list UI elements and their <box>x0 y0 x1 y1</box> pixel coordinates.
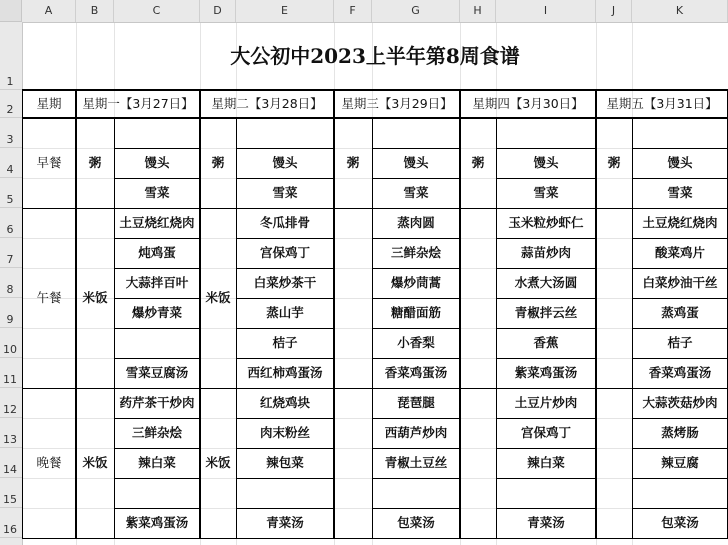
table-border <box>496 148 596 149</box>
table-border <box>114 238 200 239</box>
table-border <box>75 90 77 538</box>
dish-lunch-fri[interactable]: 白菜炒油干丝 <box>642 275 718 290</box>
table-border <box>632 178 728 179</box>
row-header-11[interactable] <box>0 358 22 388</box>
dish-dinner-thu[interactable]: 土豆片炒肉 <box>514 395 578 410</box>
table-border <box>22 208 728 209</box>
table-border <box>372 148 460 149</box>
dish-breakfast-tue[interactable]: 雪菜 <box>272 185 298 200</box>
header-weekday[interactable]: 星期 <box>36 96 62 111</box>
dish-lunch-mon[interactable]: 雪菜豆腐汤 <box>125 365 189 380</box>
dish-dinner-thu[interactable]: 宫保鸡丁 <box>520 425 571 440</box>
column-header-k[interactable]: K <box>632 0 728 22</box>
row-number: 4 <box>6 163 14 176</box>
row-number: 6 <box>6 223 14 236</box>
table-border <box>632 328 728 329</box>
dish-breakfast-mon[interactable]: 雪菜 <box>144 185 170 200</box>
dish-dinner-mon[interactable]: 药芹茶干炒肉 <box>119 395 195 410</box>
table-border <box>22 538 728 539</box>
header-mon[interactable]: 星期一【3月27日】 <box>82 96 194 111</box>
row-header-12[interactable] <box>0 388 22 418</box>
row-number: 8 <box>6 283 14 296</box>
dish-dinner-tue[interactable]: 辣包菜 <box>266 455 304 470</box>
table-border <box>372 358 460 359</box>
dish-lunch-wed[interactable]: 蒸肉圆 <box>397 215 435 230</box>
dish-dinner-tue[interactable]: 青菜汤 <box>266 515 304 530</box>
dish-breakfast-tue[interactable] <box>236 118 334 148</box>
table-border <box>236 448 334 449</box>
dish-lunch-fri[interactable]: 土豆烧红烧肉 <box>642 215 718 230</box>
staple-rice-lunch-mon[interactable]: 米饭 <box>82 290 108 305</box>
row-number: 7 <box>6 253 14 266</box>
header-thu[interactable]: 星期四【3月30日】 <box>472 96 584 111</box>
staple-porridge-fri[interactable]: 粥 <box>607 155 621 170</box>
dish-lunch-thu[interactable]: 玉米粒炒虾仁 <box>508 215 584 230</box>
row-header-9[interactable] <box>0 298 22 328</box>
table-border <box>632 148 728 149</box>
table-border <box>114 508 200 509</box>
column-header-d[interactable]: D <box>200 0 236 22</box>
table-border <box>236 328 334 329</box>
dish-lunch-thu[interactable]: 紫菜鸡蛋汤 <box>514 365 578 380</box>
row-number: 11 <box>3 373 17 386</box>
staple-rice-lunch-tue[interactable]: 米饭 <box>205 290 231 305</box>
table-border <box>114 298 200 299</box>
dish-dinner-fri[interactable]: 大蒜茨菇炒肉 <box>642 395 718 410</box>
table-border <box>632 238 728 239</box>
table-border <box>459 90 461 538</box>
dish-lunch-tue[interactable]: 白菜炒茶干 <box>253 275 317 290</box>
table-border <box>372 508 460 509</box>
row-header-3[interactable] <box>0 118 22 148</box>
table-border <box>372 178 460 179</box>
row-number: 1 <box>6 75 14 88</box>
row-number: 2 <box>6 103 14 116</box>
table-border <box>236 268 334 269</box>
staple-porridge-thu[interactable]: 粥 <box>471 155 485 170</box>
dish-dinner-fri[interactable] <box>632 478 728 508</box>
table-border <box>632 478 728 479</box>
dish-lunch-wed[interactable]: 三鲜杂烩 <box>390 245 441 260</box>
row-number: 15 <box>3 493 17 506</box>
table-border <box>114 148 200 149</box>
dish-lunch-thu[interactable]: 水煮大汤圆 <box>514 275 578 290</box>
table-border <box>372 418 460 419</box>
select-all-corner[interactable] <box>0 0 22 22</box>
table-border <box>496 238 596 239</box>
dish-dinner-mon[interactable] <box>114 478 200 508</box>
table-border <box>236 358 334 359</box>
staple-rice-dinner-tue[interactable]: 米饭 <box>205 455 231 470</box>
dish-dinner-fri[interactable]: 辣豆腐 <box>661 455 699 470</box>
dish-breakfast-fri[interactable]: 馒头 <box>667 155 693 170</box>
table-border <box>114 178 200 179</box>
table-border <box>114 328 200 329</box>
table-border <box>114 268 200 269</box>
table-border <box>22 89 728 91</box>
table-border <box>236 238 334 239</box>
dish-lunch-mon[interactable]: 爆炒青菜 <box>131 305 182 320</box>
dish-lunch-thu[interactable]: 蒜苗炒肉 <box>520 245 571 260</box>
dish-lunch-tue[interactable]: 冬瓜排骨 <box>259 215 310 230</box>
table-border <box>114 358 200 359</box>
table-border <box>496 328 596 329</box>
table-border <box>372 238 460 239</box>
row-header-5[interactable] <box>0 178 22 208</box>
dish-lunch-wed[interactable]: 香菜鸡蛋汤 <box>384 365 448 380</box>
table-border <box>632 268 728 269</box>
dish-breakfast-fri[interactable] <box>632 118 728 148</box>
dish-lunch-thu[interactable]: 香蕉 <box>533 335 559 350</box>
table-border <box>372 298 460 299</box>
meal-label-lunch[interactable]: 午餐 <box>36 290 62 305</box>
meal-label-breakfast[interactable]: 早餐 <box>36 155 62 170</box>
header-fri[interactable]: 星期五【3月31日】 <box>606 96 718 111</box>
table-border <box>632 118 633 538</box>
dish-breakfast-mon[interactable] <box>114 118 200 148</box>
row-number: 16 <box>3 523 17 536</box>
dish-dinner-wed[interactable]: 西葫芦炒肉 <box>384 425 448 440</box>
meal-label-dinner[interactable]: 晚餐 <box>36 455 62 470</box>
table-border <box>236 118 237 538</box>
dish-lunch-mon[interactable]: 炖鸡蛋 <box>138 245 176 260</box>
table-border <box>236 298 334 299</box>
column-header-b[interactable]: B <box>76 0 114 22</box>
table-border <box>372 478 460 479</box>
dish-lunch-mon[interactable]: 土豆烧红烧肉 <box>119 215 195 230</box>
row-header-1[interactable] <box>0 22 22 90</box>
row-number: 13 <box>3 433 17 446</box>
table-border <box>372 118 373 538</box>
dish-breakfast-thu[interactable] <box>496 118 596 148</box>
table-border <box>199 90 201 538</box>
dish-lunch-fri[interactable]: 香菜鸡蛋汤 <box>648 365 712 380</box>
dish-lunch-mon[interactable]: 大蒜拌百叶 <box>125 275 189 290</box>
dish-dinner-mon[interactable]: 辣白菜 <box>138 455 176 470</box>
staple-rice-dinner-mon[interactable]: 米饭 <box>82 455 108 470</box>
dish-lunch-thu[interactable]: 青椒拌云丝 <box>514 305 578 320</box>
dish-breakfast-tue[interactable]: 馒头 <box>272 155 298 170</box>
table-border <box>114 418 200 419</box>
table-border <box>496 478 596 479</box>
row-number: 3 <box>6 133 14 146</box>
dish-dinner-tue[interactable]: 红烧鸡块 <box>259 395 310 410</box>
row-header-7[interactable] <box>0 238 22 268</box>
row-header-13[interactable] <box>0 418 22 448</box>
dish-lunch-wed[interactable]: 小香梨 <box>397 335 435 350</box>
dish-lunch-mon[interactable] <box>114 328 200 358</box>
row-header-14[interactable] <box>0 448 22 478</box>
dish-lunch-wed[interactable]: 爆炒茼蒿 <box>390 275 441 290</box>
dish-dinner-tue[interactable]: 肉末粉丝 <box>259 425 310 440</box>
dish-breakfast-thu[interactable]: 馒头 <box>533 155 559 170</box>
table-border <box>114 118 115 538</box>
dish-dinner-mon[interactable]: 三鲜杂烩 <box>131 425 182 440</box>
table-border <box>333 90 335 538</box>
table-border <box>22 388 728 389</box>
dish-dinner-tue[interactable] <box>236 478 334 508</box>
row-header-4[interactable] <box>0 148 22 178</box>
dish-lunch-tue[interactable]: 蒸山芋 <box>266 305 304 320</box>
table-border <box>496 298 596 299</box>
table-border <box>496 118 497 538</box>
table-border <box>632 298 728 299</box>
column-header-e[interactable]: E <box>236 0 334 22</box>
row-number: 12 <box>3 403 17 416</box>
column-header-g[interactable]: G <box>372 0 460 22</box>
row-header-16[interactable] <box>0 508 22 538</box>
dish-dinner-wed[interactable]: 包菜汤 <box>397 515 435 530</box>
table-border <box>22 90 23 538</box>
row-header-6[interactable] <box>0 208 22 238</box>
dish-lunch-tue[interactable]: 宫保鸡丁 <box>259 245 310 260</box>
table-border <box>595 90 597 538</box>
table-border <box>236 508 334 509</box>
dish-lunch-tue[interactable]: 桔子 <box>272 335 298 350</box>
dish-dinner-wed[interactable] <box>372 478 460 508</box>
table-border <box>236 178 334 179</box>
dish-dinner-fri[interactable]: 包菜汤 <box>661 515 699 530</box>
column-header-c[interactable]: C <box>114 0 200 22</box>
dish-breakfast-thu[interactable]: 雪菜 <box>533 185 559 200</box>
row-header-8[interactable] <box>0 268 22 298</box>
dish-breakfast-mon[interactable]: 馒头 <box>144 155 170 170</box>
table-border <box>372 328 460 329</box>
staple-porridge-wed[interactable]: 粥 <box>346 155 360 170</box>
header-wed[interactable]: 星期三【3月29日】 <box>341 96 453 111</box>
dish-breakfast-wed[interactable]: 雪菜 <box>403 185 429 200</box>
dish-lunch-tue[interactable]: 西红柿鸡蛋汤 <box>247 365 323 380</box>
table-border <box>496 448 596 449</box>
table-border <box>496 178 596 179</box>
dish-dinner-wed[interactable]: 琵琶腿 <box>397 395 435 410</box>
column-header-a[interactable]: A <box>22 0 76 22</box>
dish-breakfast-fri[interactable]: 雪菜 <box>667 185 693 200</box>
row-number: 10 <box>3 343 17 356</box>
row-header-10[interactable] <box>0 328 22 358</box>
staple-porridge-tue[interactable]: 粥 <box>211 155 225 170</box>
dish-dinner-fri[interactable]: 蒸烤肠 <box>661 425 699 440</box>
table-border <box>372 268 460 269</box>
table-border <box>236 478 334 479</box>
table-border <box>496 508 596 509</box>
row-header-15[interactable] <box>0 478 22 508</box>
column-header-i[interactable]: I <box>496 0 596 22</box>
table-border <box>114 448 200 449</box>
table-border <box>22 117 728 119</box>
table-border <box>236 418 334 419</box>
dish-lunch-fri[interactable]: 酸菜鸡片 <box>654 245 705 260</box>
column-header-h[interactable]: H <box>460 0 496 22</box>
row-number: 14 <box>3 463 17 476</box>
dish-lunch-wed[interactable]: 糖醋面筋 <box>390 305 441 320</box>
column-header-j[interactable]: J <box>596 0 632 22</box>
table-border <box>632 508 728 509</box>
row-header-2[interactable] <box>0 90 22 118</box>
dish-dinner-thu[interactable] <box>496 478 596 508</box>
dish-lunch-fri[interactable]: 桔子 <box>667 335 693 350</box>
dish-breakfast-wed[interactable] <box>372 118 460 148</box>
table-border <box>632 358 728 359</box>
table-border <box>236 148 334 149</box>
dish-breakfast-wed[interactable]: 馒头 <box>403 155 429 170</box>
dish-lunch-fri[interactable]: 蒸鸡蛋 <box>661 305 699 320</box>
header-tue[interactable]: 星期二【3月28日】 <box>211 96 323 111</box>
table-border <box>632 448 728 449</box>
table-border <box>496 268 596 269</box>
table-border <box>114 478 200 479</box>
dish-dinner-thu[interactable]: 辣白菜 <box>527 455 565 470</box>
column-header-f[interactable]: F <box>334 0 372 22</box>
dish-dinner-mon[interactable]: 紫菜鸡蛋汤 <box>125 515 189 530</box>
dish-dinner-thu[interactable]: 青菜汤 <box>527 515 565 530</box>
page-title[interactable]: 大公初中2023上半年第8周食谱 <box>230 44 520 68</box>
row-number: 5 <box>6 193 14 206</box>
row-number: 9 <box>6 313 14 326</box>
table-border <box>496 358 596 359</box>
table-border <box>496 418 596 419</box>
dish-dinner-wed[interactable]: 青椒土豆丝 <box>384 455 448 470</box>
staple-porridge-mon[interactable]: 粥 <box>88 155 102 170</box>
table-border <box>632 418 728 419</box>
table-border <box>372 448 460 449</box>
